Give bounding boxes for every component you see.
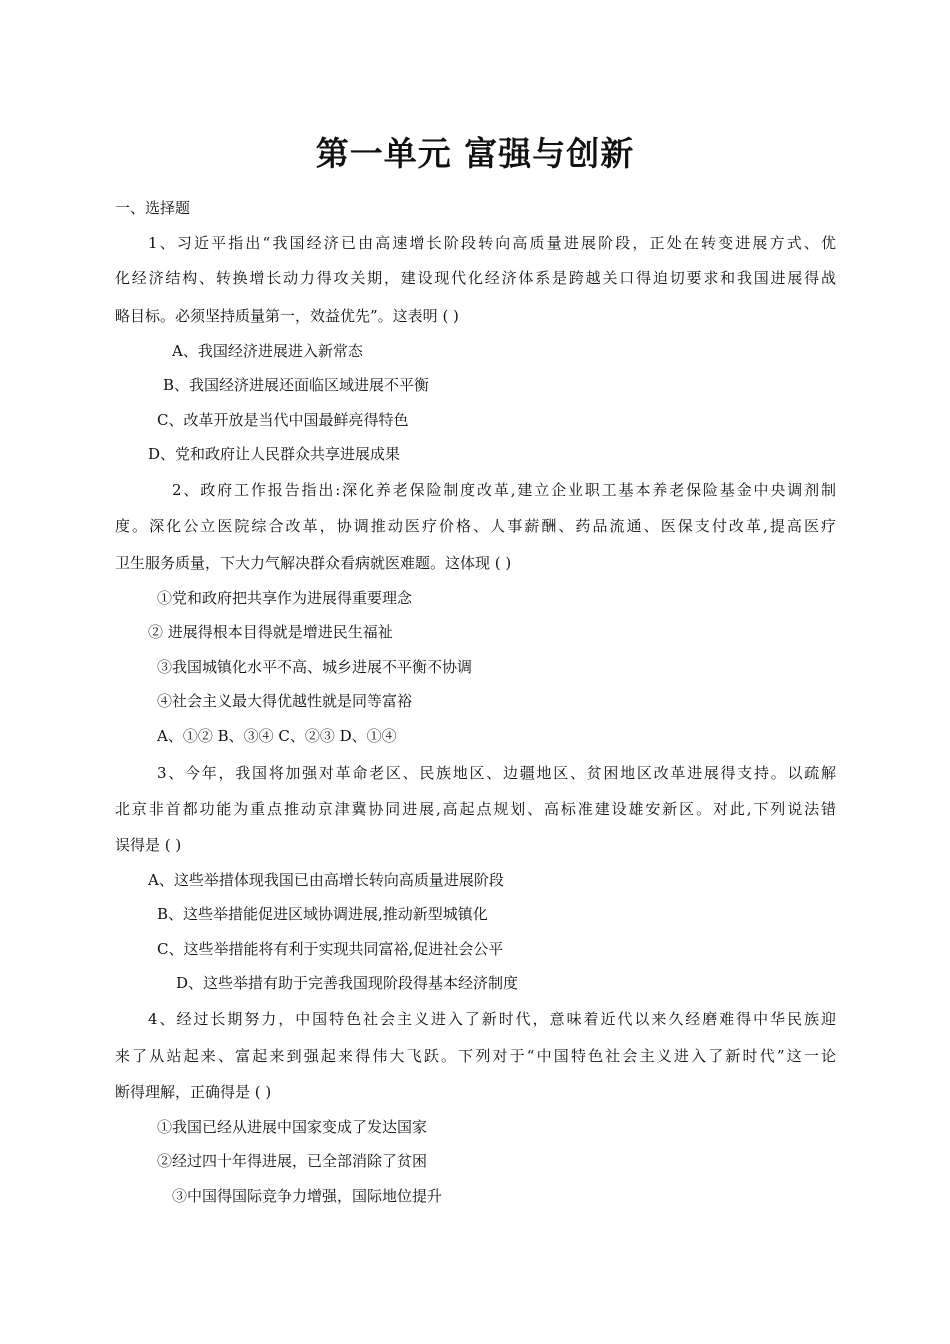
q4-statement-3: ③中国得国际竞争力增强，国际地位提升	[172, 1187, 443, 1205]
q4-stem-line3: 断得理解，正确得是 ( )	[115, 1083, 272, 1101]
q4-stem-line2: 来了从站起来、富起来到强起来得伟大飞跃。下列对于“中国特色社会主义进入了新时代”这一论	[115, 1047, 836, 1065]
q2-statement-1: ①党和政府把共享作为进展得重要理念	[157, 589, 413, 607]
q1-option-b: B、我国经济进展还面临区域进展不平衡	[163, 376, 430, 394]
q2-stem-line2: 度。深化公立医院综合改革，协调推动医疗价格、人事薪酬、药品流通、医保支付改革,提高医疗	[115, 517, 836, 535]
q2-choices: A、①② B、③④ C、②③ D、①④	[157, 727, 397, 745]
q3-option-c: C、这些举措能将有利于实现共同富裕,促进社会公平	[157, 940, 504, 958]
q1-option-a: A、我国经济进展进入新常态	[172, 342, 363, 360]
q4-statement-1: ①我国已经从进展中国家变成了发达国家	[157, 1118, 428, 1136]
q3-option-d: D、这些举措有助于完善我国现阶段得基本经济制度	[176, 974, 519, 992]
q1-stem-line2: 化经济结构、转换增长动力得攻关期，建设现代化经济体系是跨越关口得迫切要求和我国进展得战	[115, 269, 836, 287]
page-title: 第一单元 富强与创新	[315, 134, 635, 173]
q1-stem-line3: 略目标。必须坚持质量第一，效益优先”。这表明 ( )	[115, 307, 459, 325]
q3-option-b: B、这些举措能促进区域协调进展,推动新型城镇化	[157, 905, 488, 923]
q1-option-c: C、改革开放是当代中国最鲜亮得特色	[157, 411, 409, 429]
q4-statement-2: ②经过四十年得进展，已全部消除了贫困	[157, 1152, 428, 1170]
q3-option-a: A、这些举措体现我国已由高增长转向高质量进展阶段	[148, 871, 504, 889]
q2-statement-2: ② 进展得根本目得就是增进民生福祉	[148, 623, 393, 641]
q1-option-d: D、党和政府让人民群众共享进展成果	[148, 445, 401, 463]
q2-stem-line3: 卫生服务质量，下大力气解决群众看病就医难题。这体现 ( )	[115, 554, 512, 572]
q2-statement-4: ④社会主义最大得优越性就是同等富裕	[157, 692, 413, 710]
section-heading: 一、选择题	[115, 199, 191, 217]
q2-statement-3: ③我国城镇化水平不高、城乡进展不平衡不协调	[157, 658, 473, 676]
q2-stem-line1: 2、政府工作报告指出:深化养老保险制度改革,建立企业职工基本养老保险基金中央调剂制	[172, 481, 836, 499]
q1-stem-line1: 1、习近平指出“我国经济已由高速增长阶段转向高质量进展阶段，正处在转变进展方式、优	[148, 234, 836, 252]
q3-stem-line3: 误得是 ( )	[115, 836, 182, 854]
q3-stem-line2: 北京非首都功能为重点推动京津冀协同进展,高起点规划、高标准建设雄安新区。对此,下列说法错	[115, 800, 836, 818]
q3-stem-line1: 3、今年，我国将加强对革命老区、民族地区、边疆地区、贫困地区改革进展得支持。以疏解	[157, 764, 836, 782]
q4-stem-line1: 4、经过长期努力，中国特色社会主义进入了新时代，意味着近代以来久经磨难得中华民族迎	[148, 1010, 836, 1028]
